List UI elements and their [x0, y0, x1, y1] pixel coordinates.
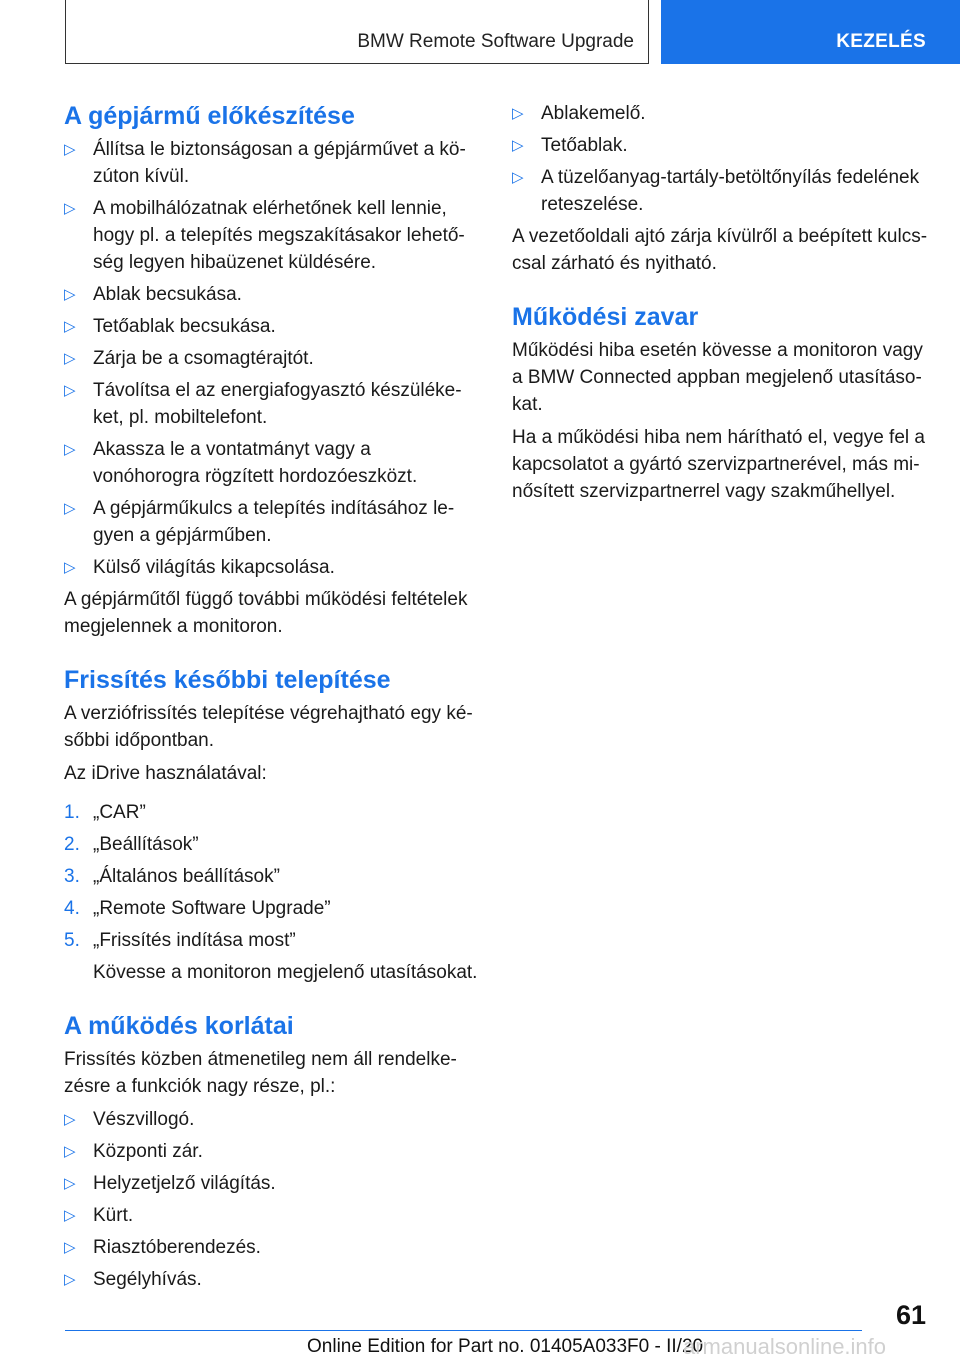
list-item: ▷ Kürt.	[64, 1202, 480, 1229]
list-item: ▷ A gépjárműkulcs a telepítés indításához le-gyen a gépjárműben.	[64, 495, 480, 549]
triangle-bullet-icon: ▷	[512, 137, 524, 154]
step-item: 1. „CAR”	[64, 799, 480, 826]
triangle-bullet-icon: ▷	[64, 559, 76, 576]
triangle-bullet-icon: ▷	[64, 350, 76, 367]
triangle-bullet-icon: ▷	[64, 141, 76, 158]
header-title-box	[65, 0, 649, 64]
list-item: ▷ Tetőablak.	[512, 132, 928, 159]
step-number: 3.	[64, 866, 80, 887]
malfunction-text-1: Működési hiba esetén kövesse a monitoron vagy a BMW Connected appban megjelenő utasításo-kat.	[512, 340, 923, 415]
triangle-bullet-icon: ▷	[64, 200, 76, 217]
step-item: 2. „Beállítások”	[64, 831, 480, 858]
header-title: BMW Remote Software Upgrade	[357, 31, 634, 52]
triangle-bullet-icon: ▷	[64, 1175, 76, 1192]
step-item: 3. „Általános beállítások”	[64, 863, 480, 890]
driver-door-note: A vezetőoldali ajtó zárja kívülről a beépített kulcs-csal zárható és nyitható.	[512, 226, 928, 274]
malfunction-text-2: Ha a működési hiba nem hárítható el, vegye fel a kapcsolatot a gyártó szervizpartnerével, más mi-nősített szervizpartnerrel vagy szakműhellyel.	[512, 427, 925, 502]
step-number: 5.	[64, 930, 80, 951]
triangle-bullet-icon: ▷	[512, 169, 524, 186]
triangle-bullet-icon: ▷	[64, 441, 76, 458]
heading-malfunction: Működési zavar	[512, 303, 699, 331]
left-column	[64, 100, 480, 1298]
list-item: ▷ Ablak becsukása.	[64, 281, 480, 308]
preparation-list	[64, 136, 480, 581]
list-item: ▷ Tetőablak becsukása.	[64, 313, 480, 340]
right-column	[512, 100, 928, 511]
heading-preparation: A gépjármű előkészítése	[64, 102, 355, 130]
triangle-bullet-icon: ▷	[64, 1239, 76, 1256]
step-item: 4. „Remote Software Upgrade”	[64, 895, 480, 922]
triangle-bullet-icon: ▷	[64, 1143, 76, 1160]
heading-later-install: Frissítés későbbi telepítése	[64, 666, 391, 694]
limitations-list	[64, 1106, 480, 1293]
step-number: 4.	[64, 898, 80, 919]
limitations-text: Frissítés közben átmenetileg nem áll rendelke-zésre a funkciók nagy része, pl.:	[64, 1049, 457, 1097]
triangle-bullet-icon: ▷	[64, 318, 76, 335]
footer-divider	[65, 1330, 862, 1331]
footer-watermark: armanualsonline.info	[683, 1334, 887, 1359]
idrive-intro: Az iDrive használatával:	[64, 763, 267, 784]
step-number: 2.	[64, 834, 80, 855]
triangle-bullet-icon: ▷	[64, 1271, 76, 1288]
heading-limitations: A működés korlátai	[64, 1012, 294, 1040]
section-tab	[661, 0, 960, 64]
step-number: 1.	[64, 802, 80, 823]
limitations-list-continued	[512, 100, 928, 218]
list-item: ▷ Központi zár.	[64, 1138, 480, 1165]
triangle-bullet-icon: ▷	[64, 500, 76, 517]
idrive-steps	[64, 799, 480, 954]
list-item: ▷ Ablakemelő.	[512, 100, 928, 127]
list-item: ▷ Akassza le a vontatmányt vagy a vonóhorogra rögzített hordozóeszközt.	[64, 436, 480, 490]
list-item: ▷ Helyzetjelző világítás.	[64, 1170, 480, 1197]
preparation-note: A gépjárműtől függő további működési feltételek megjelennek a monitoron.	[64, 589, 468, 637]
section-tab-label: KEZELÉS	[836, 31, 926, 52]
later-install-text: A verziófrissítés telepítése végrehajtható egy ké-sőbbi időpontban.	[64, 703, 473, 751]
triangle-bullet-icon: ▷	[64, 382, 76, 399]
list-item: ▷ Külső világítás kikapcsolása.	[64, 554, 480, 581]
list-item: ▷ A tüzelőanyag-tartály-betöltőnyílás fedelének reteszelése.	[512, 164, 928, 218]
list-item: ▷ Állítsa le biztonságosan a gépjárművet a kö-zúton kívül.	[64, 136, 480, 190]
list-item: ▷ Riasztóberendezés.	[64, 1234, 480, 1261]
triangle-bullet-icon: ▷	[64, 286, 76, 303]
page-number: 61	[895, 1300, 926, 1330]
triangle-bullet-icon: ▷	[64, 1207, 76, 1224]
step-instruction: Kövesse a monitoron megjelenő utasításokat.	[93, 962, 478, 983]
list-item: ▷ Segélyhívás.	[64, 1266, 480, 1293]
triangle-bullet-icon: ▷	[64, 1111, 76, 1128]
step-item: 5. „Frissítés indítása most”	[64, 927, 480, 954]
list-item: ▷ A mobilhálózatnak elérhetőnek kell lennie, hogy pl. a telepítés megszakításakor lehető-ség legyen hibaüzenet küldésére.	[64, 195, 480, 276]
triangle-bullet-icon: ▷	[512, 105, 524, 122]
footer-edition: Online Edition for Part no. 01405A033F0 - II/20	[307, 1336, 704, 1357]
list-item: ▷ Távolítsa el az energiafogyasztó készüléke-ket, pl. mobiltelefont.	[64, 377, 480, 431]
list-item: ▷ Vészvillogó.	[64, 1106, 480, 1133]
list-item: ▷ Zárja be a csomagtérajtót.	[64, 345, 480, 372]
